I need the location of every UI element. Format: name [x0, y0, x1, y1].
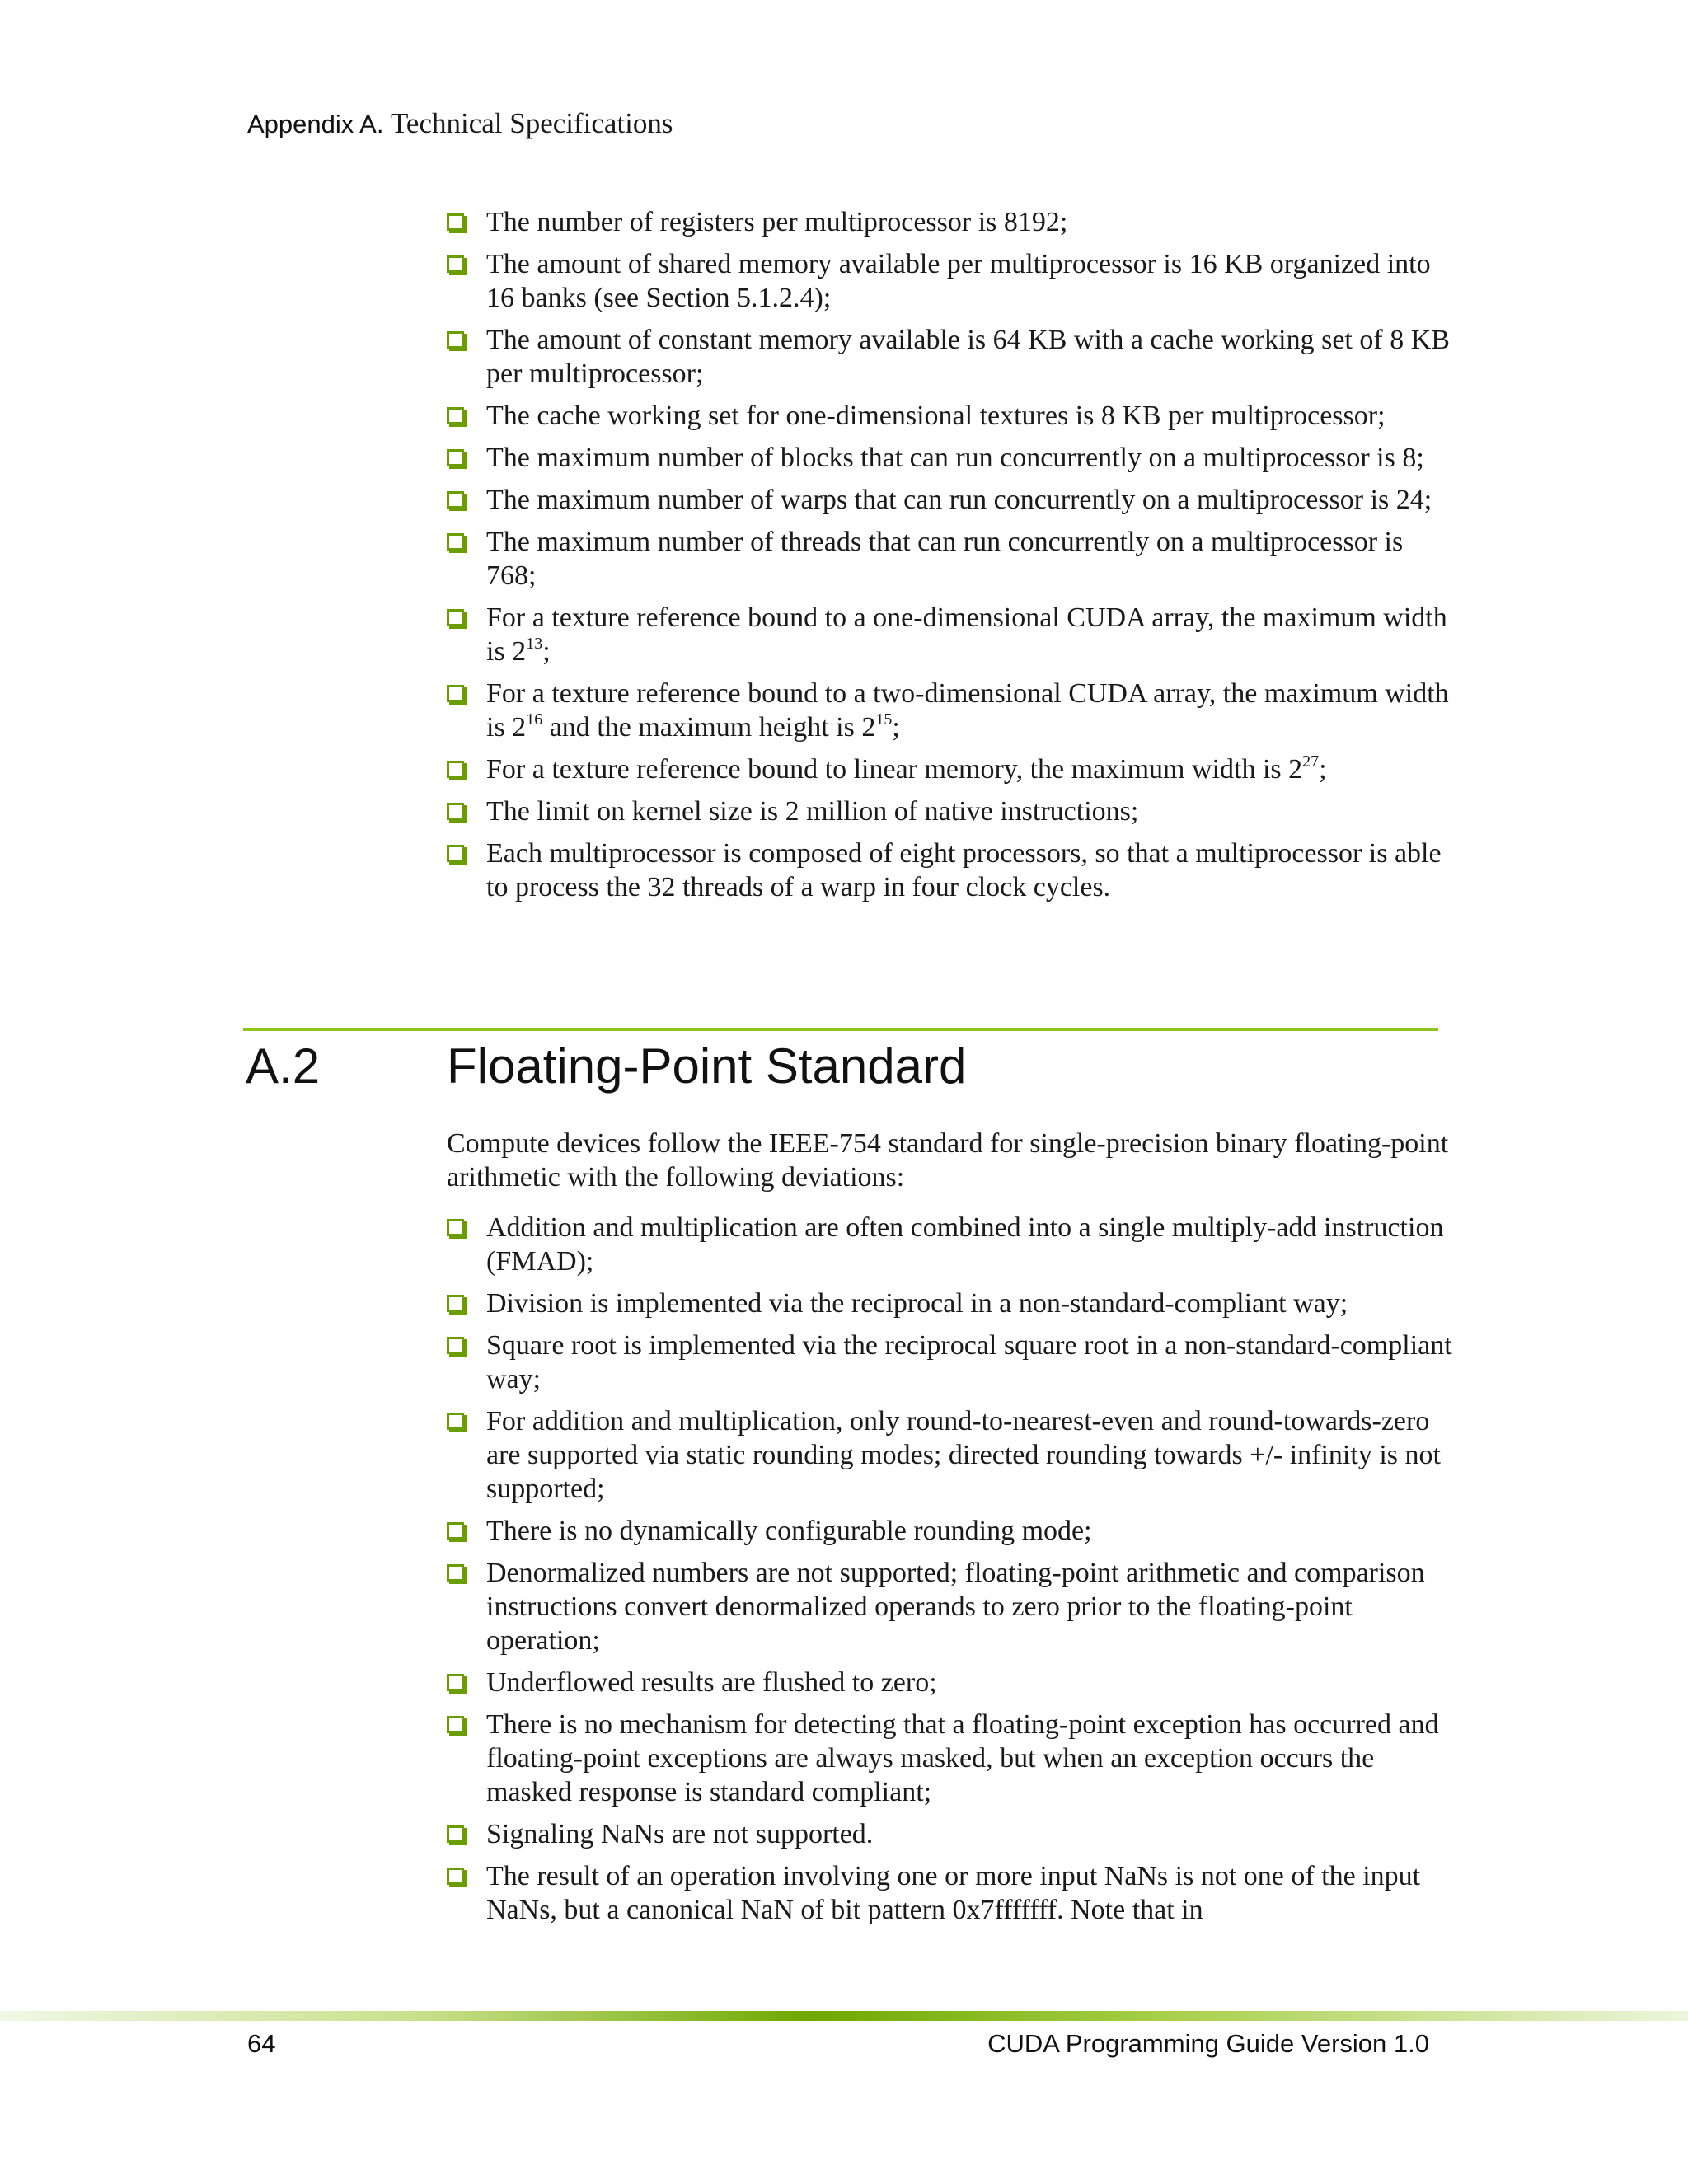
checkbox-bullet-icon [447, 1295, 464, 1312]
list-item [447, 441, 1452, 475]
checkbox-bullet-icon [447, 407, 464, 424]
checkbox-bullet-icon [447, 845, 464, 862]
list-item-text: For a texture reference bound to linear memory, the maximum width is 2 [486, 754, 1303, 785]
list-item-text: For addition and multiplication, only round-to-nearest-even and round-towards-zero are supported via static rounding modes; directed rounding towards +/- infinity is not supported; [486, 1406, 1441, 1504]
list-item-text: For a texture reference bound to a two-dimensional CUDA array, the maximum width is 2 [486, 678, 1449, 743]
list-item-text: Division is implemented via the reciprocal in a non-standard-compliant way; [486, 1288, 1348, 1319]
appendix-label: Appendix A. [247, 110, 384, 138]
checkbox-bullet-icon [447, 1716, 464, 1733]
list-item [447, 837, 1452, 904]
checkbox-bullet-icon [447, 1522, 464, 1540]
list-item [447, 483, 1452, 517]
list-item [447, 247, 1452, 315]
section-number: A.2 [246, 1038, 321, 1094]
running-header [247, 105, 673, 143]
specs-list [447, 205, 1452, 912]
list-item-text: The maximum number of blocks that can run concurrently on a multiprocessor is 8; [486, 443, 1424, 473]
list-item-text: The limit on kernel size is 2 million of native instructions; [486, 796, 1139, 827]
checkbox-bullet-icon [447, 1825, 464, 1843]
list-item [447, 1859, 1452, 1927]
page-number: 64 [247, 2029, 276, 2058]
exponent: 16 [526, 710, 543, 729]
checkbox-bullet-icon [447, 449, 464, 466]
list-item-text: Addition and multiplication are often combined into a single multiply-add instruction (FMAD); [486, 1212, 1444, 1277]
list-item-text: The maximum number of threads that can run concurrently on a multiprocessor is 768; [486, 527, 1404, 591]
list-item [447, 1286, 1452, 1320]
exponent: 27 [1302, 752, 1320, 771]
list-item-text: ; [1319, 754, 1327, 785]
section-rule [243, 1028, 1438, 1031]
list-item [447, 1556, 1452, 1657]
list-item-text: Underflowed results are flushed to zero; [486, 1667, 937, 1698]
list-item-text: ; [542, 636, 551, 667]
list-item-text: There is no mechanism for detecting that a floating-point exception has occurred and floating-point exceptions are always masked, but when an exception occurs the masked response is standard compliant; [486, 1709, 1439, 1807]
list-item [447, 601, 1452, 668]
list-item-text: The amount of shared memory available per multiprocessor is 16 KB organized into 16 banks (see Section 5.1.2.4); [486, 249, 1431, 313]
section-title: Floating-Point Standard [447, 1038, 967, 1094]
list-item-text: ; [892, 712, 900, 743]
list-item [447, 794, 1452, 828]
list-item [447, 677, 1452, 744]
list-item [447, 752, 1452, 786]
list-item-text: Each multiprocessor is composed of eight processors, so that a multiprocessor is able to process the 32 threads of a warp in four clock cycles. [486, 838, 1442, 902]
list-item [447, 323, 1452, 391]
checkbox-bullet-icon [447, 1868, 464, 1885]
list-item [447, 525, 1452, 593]
appendix-title: Technical Specifications [390, 107, 673, 139]
list-item [447, 1817, 1452, 1851]
exponent: 13 [526, 635, 543, 653]
list-item-text: The maximum number of warps that can run concurrently on a multiprocessor is 24; [486, 485, 1432, 515]
list-item [447, 1708, 1452, 1809]
checkbox-bullet-icon [447, 1674, 464, 1691]
list-item-text: There is no dynamically configurable rounding mode; [486, 1516, 1092, 1546]
deviations-list [447, 1211, 1452, 1935]
checkbox-bullet-icon [447, 213, 464, 231]
checkbox-bullet-icon [447, 761, 464, 778]
list-item [447, 1404, 1452, 1506]
checkbox-bullet-icon [447, 255, 464, 273]
list-item-text: and the maximum height is 2 [542, 712, 876, 743]
list-item [447, 1211, 1452, 1278]
checkbox-bullet-icon [447, 1564, 464, 1582]
checkbox-bullet-icon [447, 1219, 464, 1236]
checkbox-bullet-icon [447, 331, 464, 349]
list-item-text: Signaling NaNs are not supported. [486, 1819, 874, 1849]
list-item [447, 205, 1452, 239]
list-item-text: The number of registers per multiprocessor is 8192; [486, 207, 1068, 237]
list-item [447, 1329, 1452, 1396]
checkbox-bullet-icon [447, 609, 464, 626]
list-item-text: Square root is implemented via the reciprocal square root in a non-standard-compliant way; [486, 1330, 1452, 1394]
list-item-text: The cache working set for one-dimensional textures is 8 KB per multiprocessor; [486, 401, 1386, 431]
footer-gradient-bar [0, 2011, 1688, 2021]
checkbox-bullet-icon [447, 491, 464, 509]
list-item-text: The amount of constant memory available is 64 KB with a cache working set of 8 KB per multiprocessor; [486, 325, 1450, 389]
section-intro: Compute devices follow the IEEE-754 standard for single-precision binary floating-point arithmetic with the following deviations: [447, 1128, 1449, 1193]
list-item [447, 1666, 1452, 1699]
list-item-text: Denormalized numbers are not supported; floating-point arithmetic and comparison instructions convert denormalized operands to zero prior to the floating-point operation; [486, 1558, 1425, 1656]
exponent: 15 [875, 710, 893, 729]
list-item [447, 399, 1452, 433]
checkbox-bullet-icon [447, 1337, 464, 1354]
list-item-text: For a texture reference bound to a one-dimensional CUDA array, the maximum width is 2 [486, 602, 1447, 667]
checkbox-bullet-icon [447, 803, 464, 820]
checkbox-bullet-icon [447, 1413, 464, 1430]
checkbox-bullet-icon [447, 685, 464, 702]
list-item-text: The result of an operation involving one or more input NaNs is not one of the input NaNs, but a canonical NaN of bit pattern 0x7fffffff. Note that in [486, 1861, 1421, 1925]
guide-name: CUDA Programming Guide Version 1.0 [987, 2029, 1429, 2058]
checkbox-bullet-icon [447, 533, 464, 551]
list-item [447, 1514, 1452, 1548]
